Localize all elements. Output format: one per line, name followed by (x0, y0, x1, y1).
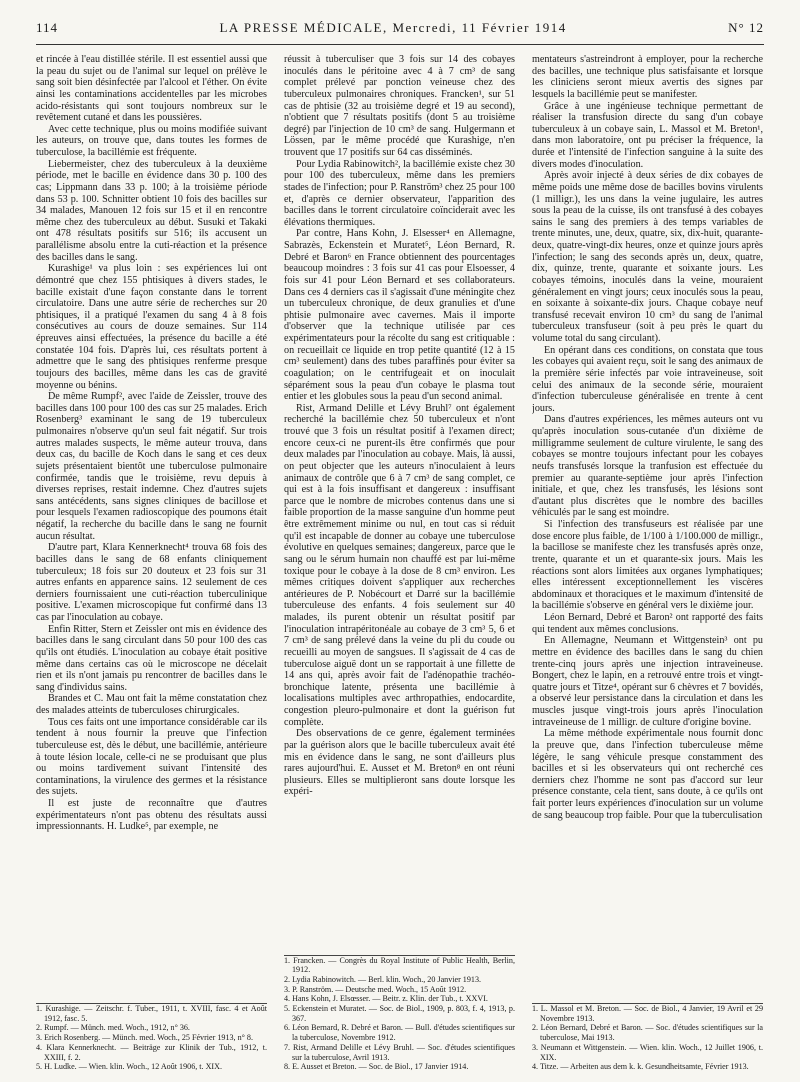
footnote: 6. Léon Bernard, R. Debré et Baron. — Bull. d'études scientifiques sur la tuberculose, Novembre 1912. (284, 1023, 515, 1043)
paragraph: Rist, Armand Delille et Lévy Bruhl⁷ ont également recherché la bacillémie chez 50 tuberculeux et n'ont trouvé que 3 fois un résultat positif à l'examen direct; encore ceux-ci ne purent-ils être confirmés que pour deux malades par l'inoculation au cobaye. Mais, là aussi, on peut objecter que les auteurs n'inoculaient à leurs animaux de contrôle que 6 à 7 cm³ de sang complet, ce qui est à la fois insuffisant et dangereux : insuffisant parce que le nombre de microbes contenus dans une si faible proportion de la masse sanguine d'un homme peut être extrêmement minime ou nul, en tout cas si réduit qu'il est incapable de donner au cobaye une tuberculose évolutive en quelques semaines; dangereux, parce que le sang ou le sérum humain non chauffé est par lui-même toxique pour le cobaye à la dose de 8 cm³ environ. Les mêmes critiques doivent s'appliquer aux recherches antérieures de P. Nobécourt et Darré sur la bacillémie tuberculeuse des enfants. 4 fois seulement sur 40 malades, ils purent obtenir un résultat positif par l'inoculation intrapéritonéale au cobaye de 3 cm³ 5, 6 et 7 cm³ de sang prélevé dans la veine du pli du coude ou recueilli au moyen de sangsues. Il s'agissait de 4 cas de tuberculose aiguë dont un se rapportait à une fillette de 14 ans qui, après avoir fait de l'adénopathie trachéo-bronchique latente, présenta une bacillémie à localisations multiples avec arthropathies, endocardite, congestion pleuro-pulmonaire et dont la guérison fut complète. (284, 402, 515, 728)
footnotes (284, 955, 515, 1072)
footnote: 1. Kurashige. — Zeitschr. f. Tuber., 1911, t. XVIII, fasc. 4 et Août 1912, fasc. 5. (36, 1004, 267, 1023)
paragraph: Avec cette technique, plus ou moins modifiée suivant les auteurs, on trouve que, dans toutes les formes de tuberculose, la bacillémie est fréquente. (36, 123, 267, 158)
footnote: 1. L. Massol et M. Breton. — Soc. de Biol., 4 Janvier, 19 Avril et 29 Novembre 1913. (532, 1004, 763, 1023)
page-header (36, 20, 764, 45)
column-2 (284, 54, 515, 1074)
footnote: 2. Léon Bernard, Debré et Baron. — Soc. d'études scientifiques sur la tuberculose, Mai 1913. (532, 1023, 763, 1043)
paragraph: Kurashige¹ va plus loin : ses expériences lui ont démontré que chez 155 phtisiques à divers stades, le bacille existait d'une façon constante dans le torrent circulatoire. Dans une autre série de recherches sur 20 phtisiques, il a pratiqué l'examen du sang 4 à 8 fois consécutives au cours de douze semaines. Sur 114 épreuves ainsi effectuées, la présence du bacille a été constatée 104 fois. D'après lui, ces résultats portent à admettre que le sang des phtisiques renferme presque toujours des bacilles, même dans les cas de gravité moyenne ou bénins. (36, 263, 267, 391)
footnote: 4. Titze. — Arbeiten aus dem k. k. Gesundheitsamte, Février 1913. (532, 1062, 749, 1072)
text-columns (36, 54, 764, 1074)
paragraph: En opérant dans ces conditions, on constata que tous les cobayes qui avaient reçu, soit le sang des animaux de la première série infectés par voie intraveineuse, soit celui des animaux de la seconde série, mouraient d'infection tuberculeuse généralisée en trente à cent jours. (532, 344, 763, 414)
paragraph: Il est juste de reconnaître que d'autres expérimentateurs n'ont pas obtenu des résultats aussi impressionnants. H. Ludke⁵, par exemple, ne (36, 798, 267, 833)
paragraph: et rincée à l'eau distillée stérile. Il est essentiel aussi que la peau du sujet ou de l'animal sur lequel on prélève le sang soit bien désinfectée par l'alcool et l'éther. On évite ainsi les contaminations accidentelles par les microbes acido-résistants qui sont toujours nombreux sur le revêtement cutané et dans les poussières. (36, 54, 267, 124)
paragraph: De même Rumpf², avec l'aide de Zeissler, trouve des bacilles dans 100 pour 100 des cas sur 25 malades. Erich Rosenberg³ examinant le sang de 19 tuberculeux pulmonaires n'observe qu'un seul fait négatif. Sur trois autres malades suspects, le même auteur trouva, dans deux cas, du bacille de Koch dans le sang et ces deux sujets présentaient bientôt une tuberculose pulmonaire confirmée, tandis que le troisième, revu depuis à diverses reprises, restait indemne. Chez d'autres sujets sans antécédents, sans signes cliniques de bacillose et pour lesquels l'examen radioscopique des poumons était négatif, la recherche du bacille dans le sang ne fournit aucun résultat. (36, 391, 267, 542)
paragraph: La même méthode expérimentale nous fournit donc la preuve que, dans l'infection tuberculeuse même légère, le sang véhicule presque constamment des bacilles et si les observateurs qui ont recherché ces derniers chez l'homme ne sont pas d'accord sur leur présence constante, cela tient, sans doute, à ce qu'ils ont fait porter leurs expériences d'inoculation sur un volume de sang beaucoup trop faible. Pour que la tuberculisation (532, 728, 763, 821)
page-number: 114 (36, 20, 59, 35)
paragraph: Par contre, Hans Kohn, J. Elsesser⁴ en Allemagne, Sabrazès, Eckenstein et Muratet⁵, Léon Bernard, R. Debré et Baron⁶ en France obtiennent des pourcentages beaucoup moindres : 3 fois sur 41 cas pour Elsoesser, 4 fois sur 41 pour Léon Bernard et ses collaborateurs. Dans ces 4 derniers cas il s'agissait d'une méningite chez un tuberculeux chronique, de deux granulies et d'une phtisie pulmonaire avec cavernes. Mais il importe d'observer que la technique utilisée par ces expérimentateurs pour la récolte du sang est critiquable : on recueillait ce liquide en trop petite quantité (12 à 15 cm³ seulement) dans des tubes paraffinés pour éviter sa coagulation; on le centrifugeait et on inoculait séparément sous la peau d'un cobaye le plasma tout entier et les globules sous la peau d'un second animal. (284, 228, 515, 403)
footnote: 1. Francken. — Congrès du Royal Institute of Public Health, Berlin, 1912. (284, 955, 515, 975)
footnote: 8. E. Ausset et Breton. — Soc. de Biol., 17 Janvier 1914. (284, 1062, 469, 1072)
footnote: 3. P. Ranström. — Deutsche med. Woch., 15 Août 1912. (284, 984, 467, 994)
footnote: 4. Hans Kohn, J. Elsœsser. — Beitr. z. Klin. der Tub., t. XXVI. (284, 994, 488, 1004)
column-body (532, 54, 763, 821)
column-1 (36, 54, 267, 1074)
paragraph: Après avoir injecté à deux séries de dix cobayes de même poids une même dose de bacilles bovins virulents (1 milligr.), les uns dans la veine jugulaire, les autres sous la peau de la cuisse, ils ont transfusé à des cobayes sains le sang des premiers à des temps variables de trente minutes, une, deux, quatre, six, dix-huit, quarante-deux, quatre-vingt-dix heures, onze et quinze jours après l'infection; le sang des seconds après un, deux, quatre, dix, quinze, trente, quarante et soixante jours. Les cobayes témoins, inoculés dans la veine, mouraient généralement en vingt jours; ceux inoculés sous la peau, en soixante à soixante-dix jours. Chaque cobaye neuf transfusé recevait environ 10 cm³ du sang de l'animal tuberculeux transfuseur (soit à peu près le quart du volume total du sang circulant). (532, 170, 763, 344)
paragraph: mentateurs s'astreindront à employer, pour la recherche des bacilles, une technique plus satisfaisante et lorsque les cliniciens seront mieux avertis des signes par lesquels la bacillémie peut se manifester. (532, 54, 763, 100)
footnote: 3. Neumann et Wittgenstein. — Wien. klin. Woch., 12 Juillet 1906, t. XIX. (532, 1042, 763, 1062)
journal-title: LA PRESSE MÉDICALE, Mercredi, 11 Février 1914 (219, 20, 567, 35)
footnote: 2. Rumpf. — Münch. med. Woch., 1912, n° 36. (36, 1023, 190, 1033)
paragraph: Des observations de ce genre, également terminées par la guérison alors que le bacille tuberculeux avait été mis en évidence dans le sang, ne sont d'ailleurs plus rares aujourd'hui. E. Ausset et M. Breton⁸ en ont réuni plusieurs. Elles se multiplieront sans doute lorsque les expéri- (284, 728, 515, 798)
paragraph: réussit à tuberculiser que 3 fois sur 14 des cobayes inoculés dans le péritoine avec 4 à 7 cm³ de sang complet prélevé par ponction veineuse chez des tuberculeux pulmonaires chroniques. Francken¹, sur 51 cas de phtisie (32 au troisième degré et 19 au second), n'obtient que 7 résultats positifs (dont 5 au troisième degré) par l'injection de 10 cm³ de sang. Hulgermann et Lössen, par le même procédé que Kurashige, n'en trouvent que 17 positifs sur 64 cas disséminés. (284, 54, 515, 158)
footnote: 5. H. Ludke. — Wien. klin. Woch., 12 Août 1906, t. XIX. (36, 1062, 222, 1072)
paragraph: Tous ces faits ont une importance considérable car ils tendent à nous fournir la preuve que l'infection tuberculeuse est, dès le début, une bacillémie, antérieure à toute lésion locale, celle-ci ne se produisant que plus ou moins tardivement suivant l'intensité des contaminations, la virulence des germes et la résistance des sujets. (36, 716, 267, 798)
footnote: 5. Eckenstein et Muratet. — Soc. de Biol., 1909, p. 803, f. 4, 1913, p. 367. (284, 1004, 515, 1023)
paragraph: Liebermeister, chez des tuberculeux à la deuxième période, met le bacille en évidence dans 30 p. 100 des cas; Lippmann dans 33 p. 100; à la troisième période dans 53 p. 100. Schnitter obtient 10 fois des bacilles sur 34 malades, Manouen 12 fois sur 15 et il en rencontre même chez des tuberculeux au début. Susuki et Takaki ont 478 résultats positifs sur 516; ils accusent un parallélisme absolu entre la cuti-réaction et la présence des bacilles dans le sang. (36, 158, 267, 263)
paragraph: En Allemagne, Neumann et Wittgenstein³ ont pu mettre en évidence des bacilles dans le sang du chien trente-cinq jours après une injection intraveineuse. Bongert, chez le lapin, en a retrouvé entre trois et vingt-quatre jours et Titze⁴, opérant sur 6 chèvres et 7 bovidés, a observé leur persistance dans la circulation et dans les muscles jusque vingt-trois jours après l'inoculation intraveineuse de 1 milligr. de culture d'origine bovine. (532, 635, 763, 728)
column-3 (532, 54, 763, 1074)
issue-number: N° 12 (728, 20, 764, 35)
paragraph: Dans d'autres expériences, les mêmes auteurs ont vu qu'après inoculation sous-cutanée d'un dixième de milligramme seulement de culture virulente, le sang des cobayes se montre toujours infectant pour les cobayes neufs transfusés lorsque la tranfusion est effectuée du premier au quarante-septième jour après l'infection initiale, et que, chez les transfusés, les lésions sont d'autant plus discrètes que le nombre des bacilles véhiculés par le sang est moindre. (532, 414, 763, 519)
paragraph: Enfin Ritter, Stern et Zeissler ont mis en évidence des bacilles dans le sang circulant dans 50 pour 100 des cas qu'ils ont étudiés. L'inoculation au cobaye était positive même dans certains cas où le microscope ne décelait rien et ils n'ont jamais pu rencontrer de bacilles dans le sang d'individus sains. (36, 623, 267, 693)
footnote: 7. Rist, Armand Delille et Lévy Bruhl. — Soc. d'études scientifiques sur la tuberculose, Avril 1913. (284, 1042, 515, 1062)
column-body (36, 54, 267, 833)
column-body (284, 54, 515, 798)
footnote: 3. Erich Rosenberg. — Münch. med. Woch., 25 Février 1913, n° 8. (36, 1033, 253, 1043)
paragraph: Pour Lydia Rabinowitch², la bacillémie existe chez 30 pour 100 des tuberculeux, même dans les premiers stades de l'infection; pour P. Ranström³ chez 25 pour 100 et, d'après ce dernier observateur, l'apparition des bacilles dans le torrent circulatoire coïnciderait avec les élévations thermiques. (284, 158, 515, 228)
paragraph: Léon Bernard, Debré et Baron² ont rapporté des faits qui tendent aux mêmes conclusions. (532, 612, 763, 635)
paragraph: Si l'infection des transfuseurs est réalisée par une dose encore plus faible, de 1/100 à 1/100.000 de milligr., la bacillose se manifeste chez les transfusés après onze, trente, quarante et un et quarante-six jours. Mais les réactions sont alors limitées aux organes lymphatiques; elles intéressent exceptionnellement les viscères abdominaux et thoraciques et le maximum d'intensité de la bacillémie s'observe en général vers le dixième jour. (532, 519, 763, 612)
footnote: 4. Klara Kennerknecht. — Beiträge zur Klinik der Tub., 1912, t. XXIII, f. 2. (36, 1042, 267, 1062)
paragraph: Brandes et C. Mau ont fait la même constatation chez des malades atteints de tuberculoses chirurgicales. (36, 693, 267, 716)
footnotes (36, 1003, 267, 1072)
footnote: 2. Lydia Rabinowitch. — Berl. klin. Woch., 20 Janvier 1913. (284, 974, 482, 984)
paragraph: Grâce à une ingénieuse technique permettant de réaliser la transfusion directe du sang d'un cobaye tuberculeux à un cobaye sain, L. Massol et M. Breton¹, dans mon laboratoire, ont pu préciser la fréquence, la durée et l'intensité de l'infection sanguine à la suite des divers modes d'inoculation. (532, 100, 763, 170)
paragraph: D'autre part, Klara Kennerknecht⁴ trouva 68 fois des bacilles dans le sang de 68 enfants cliniquement tuberculeux; 18 fois sur 20 douteux et 23 fois sur 31 autres enfants en apparence sains. 12 seulement de ces derniers fournissaient une cuti-réaction tuberculinique positive. L'examen microscopique fut confirmé dans 13 cas par l'inoculation au cobaye. (36, 542, 267, 623)
footnotes (532, 1003, 763, 1072)
